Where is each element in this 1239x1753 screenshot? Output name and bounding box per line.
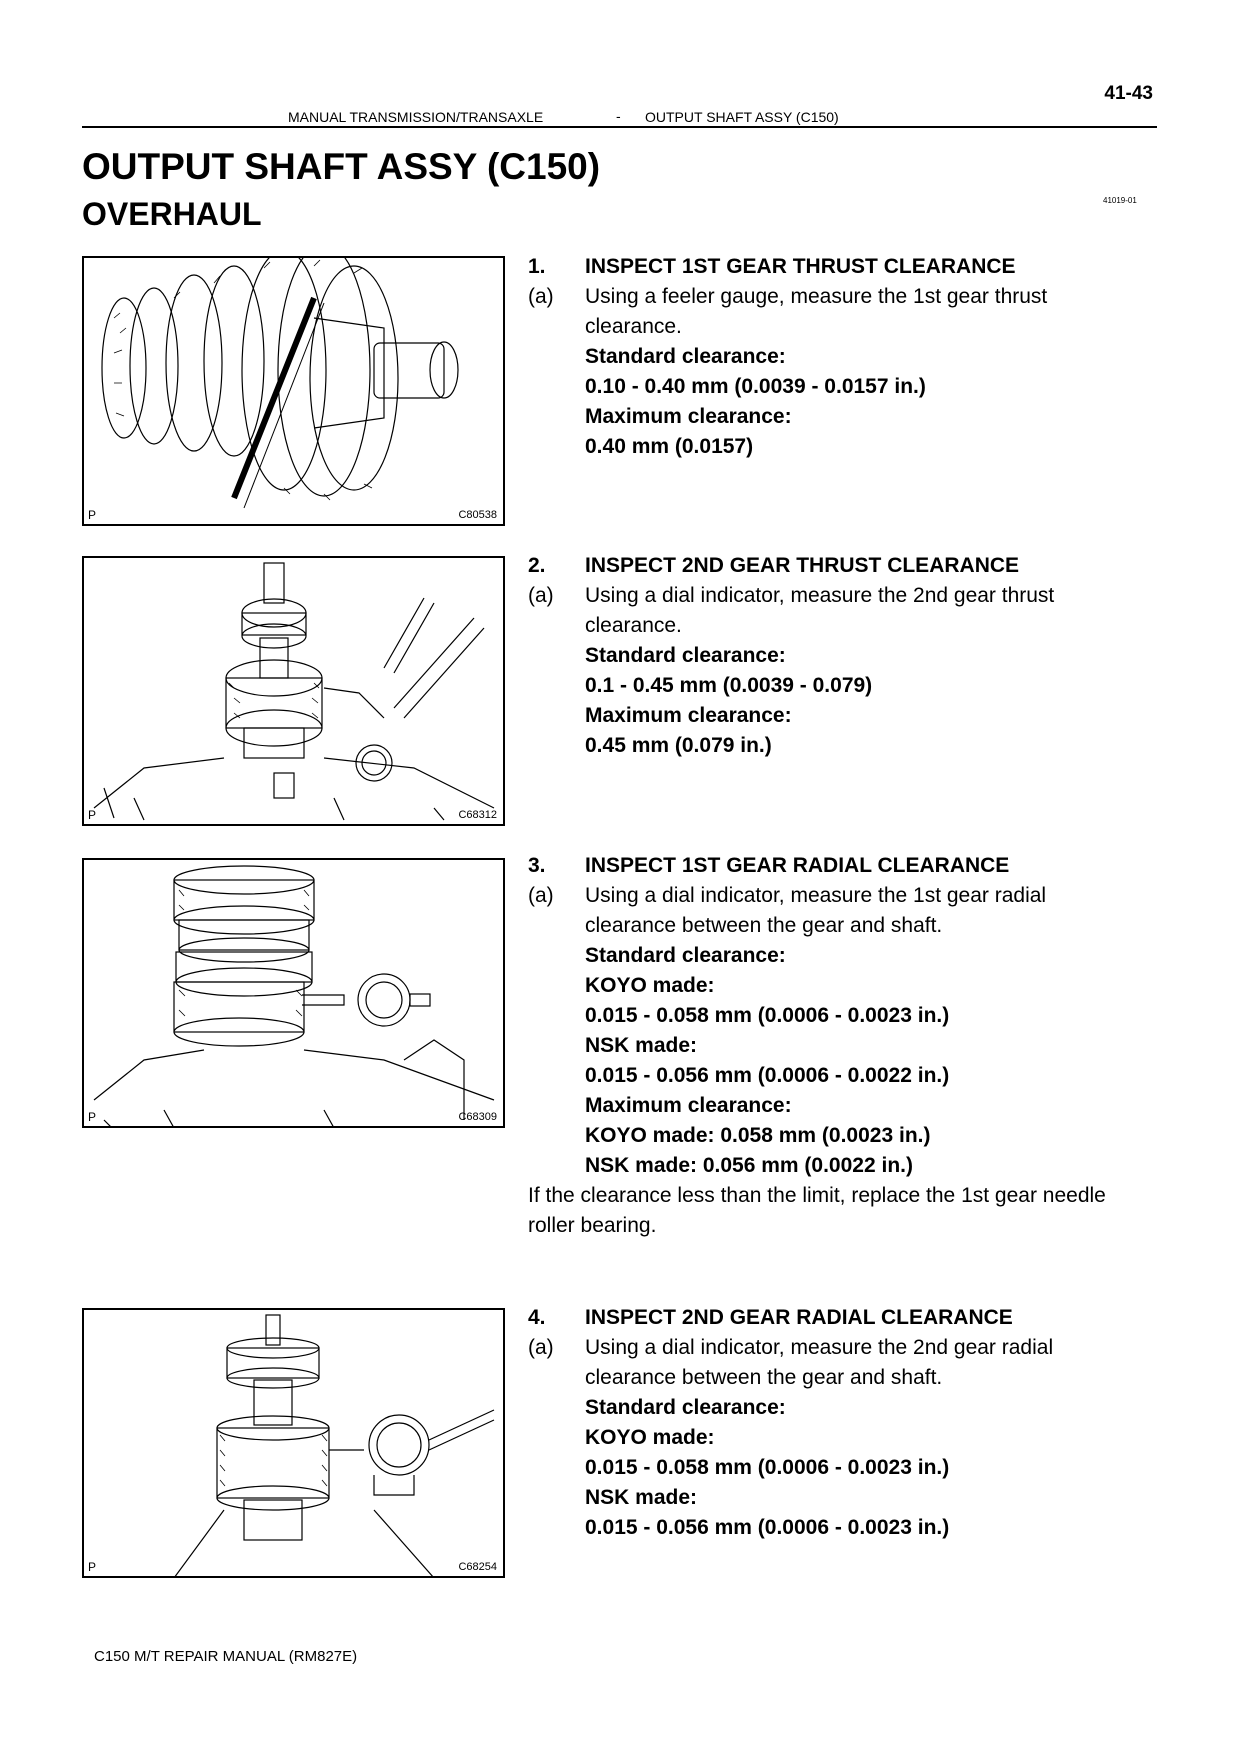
substep-marker: (a) bbox=[528, 285, 554, 308]
figure-code: C68309 bbox=[458, 1111, 497, 1123]
substep-marker: (a) bbox=[528, 1336, 554, 1359]
figure-code: C68254 bbox=[458, 1561, 497, 1573]
step-4 bbox=[528, 1303, 1168, 1543]
page-number: 41-43 bbox=[1104, 83, 1153, 104]
step-text: Using a dial indicator, measure the 2nd gear radial bbox=[585, 1336, 1054, 1359]
step-number: 4. bbox=[528, 1306, 546, 1329]
step-text: clearance between the gear and shaft. bbox=[585, 914, 943, 937]
spec-label: Maximum clearance: bbox=[585, 704, 792, 727]
step-text: Using a feeler gauge, measure the 1st gear thrust bbox=[585, 285, 1048, 308]
spec-value: 0.015 - 0.058 mm (0.0006 - 0.0023 in.) bbox=[585, 1004, 950, 1027]
maker-label: KOYO made: bbox=[585, 1426, 715, 1449]
step-text: Using a dial indicator, measure the 1st gear radial bbox=[585, 884, 1047, 907]
spec-value: 0.10 - 0.40 mm (0.0039 - 0.0157 in.) bbox=[585, 375, 926, 398]
step-number: 1. bbox=[528, 255, 546, 278]
maker-label: KOYO made: bbox=[585, 974, 715, 997]
gear-illustration-2 bbox=[84, 558, 505, 826]
figure-corner-label: P bbox=[88, 1110, 97, 1124]
spec-value: 0.40 mm (0.0157) bbox=[585, 435, 754, 458]
figure-1st-gear-radial bbox=[82, 858, 505, 1128]
step-text: clearance between the gear and shaft. bbox=[585, 1366, 943, 1389]
gear-illustration-3 bbox=[84, 860, 505, 1128]
step-2 bbox=[528, 551, 1168, 761]
spec-label: Standard clearance: bbox=[585, 345, 786, 368]
spec-value: 0.015 - 0.056 mm (0.0006 - 0.0022 in.) bbox=[585, 1064, 950, 1087]
step-number: 3. bbox=[528, 854, 546, 877]
spec-label: Maximum clearance: bbox=[585, 405, 792, 428]
figure-code: C80538 bbox=[458, 509, 497, 521]
step-text: clearance. bbox=[585, 315, 682, 338]
step-note: If the clearance less than the limit, replace the 1st gear needle bbox=[528, 1184, 1106, 1207]
header-rule bbox=[82, 126, 1157, 128]
figure-corner-label: P bbox=[88, 508, 97, 522]
step-note: roller bearing. bbox=[528, 1214, 657, 1237]
step-heading: INSPECT 1ST GEAR THRUST CLEARANCE bbox=[585, 255, 1016, 278]
step-heading: INSPECT 1ST GEAR RADIAL CLEARANCE bbox=[585, 854, 1010, 877]
spec-label: Standard clearance: bbox=[585, 644, 786, 667]
step-1 bbox=[528, 252, 1168, 462]
maker-label: NSK made: bbox=[585, 1486, 698, 1509]
spec-label: Standard clearance: bbox=[585, 944, 786, 967]
header-topic-title: OUTPUT SHAFT ASSY (C150) bbox=[645, 109, 839, 125]
step-heading: INSPECT 2ND GEAR RADIAL CLEARANCE bbox=[585, 1306, 1013, 1329]
figure-code: C68312 bbox=[458, 809, 497, 821]
figure-2nd-gear-thrust bbox=[82, 556, 505, 826]
spec-value: 0.015 - 0.058 mm (0.0006 - 0.0023 in.) bbox=[585, 1456, 950, 1479]
spec-value: NSK made: 0.056 mm (0.0022 in.) bbox=[585, 1154, 913, 1177]
figure-corner-label: P bbox=[88, 1560, 97, 1574]
step-heading: INSPECT 2ND GEAR THRUST CLEARANCE bbox=[585, 554, 1020, 577]
gear-illustration-1 bbox=[84, 258, 505, 526]
step-number: 2. bbox=[528, 554, 546, 577]
step-3 bbox=[528, 851, 1168, 1241]
page-title: OUTPUT SHAFT ASSY (C150) bbox=[82, 146, 601, 187]
substep-marker: (a) bbox=[528, 884, 554, 907]
page-subtitle: OVERHAUL bbox=[82, 196, 262, 232]
gear-illustration-4 bbox=[84, 1310, 505, 1578]
substep-marker: (a) bbox=[528, 584, 554, 607]
step-text: Using a dial indicator, measure the 2nd gear thrust bbox=[585, 584, 1055, 607]
spec-label: Standard clearance: bbox=[585, 1396, 786, 1419]
spec-label: Maximum clearance: bbox=[585, 1094, 792, 1117]
document-code: 41019-01 bbox=[1103, 196, 1137, 205]
footer-manual-title: C150 M/T REPAIR MANUAL (RM827E) bbox=[94, 1648, 358, 1665]
spec-value: 0.1 - 0.45 mm (0.0039 - 0.079) bbox=[585, 674, 873, 697]
spec-value: 0.45 mm (0.079 in.) bbox=[585, 734, 772, 757]
figure-2nd-gear-radial bbox=[82, 1308, 505, 1578]
figure-corner-label: P bbox=[88, 808, 97, 822]
header-section-title: MANUAL TRANSMISSION/TRANSAXLE bbox=[288, 109, 544, 125]
header-separator: - bbox=[616, 108, 621, 124]
spec-value: 0.015 - 0.056 mm (0.0006 - 0.0023 in.) bbox=[585, 1516, 950, 1539]
maker-label: NSK made: bbox=[585, 1034, 698, 1057]
spec-value: KOYO made: 0.058 mm (0.0023 in.) bbox=[585, 1124, 931, 1147]
step-text: clearance. bbox=[585, 614, 682, 637]
figure-1st-gear-thrust bbox=[82, 256, 505, 526]
